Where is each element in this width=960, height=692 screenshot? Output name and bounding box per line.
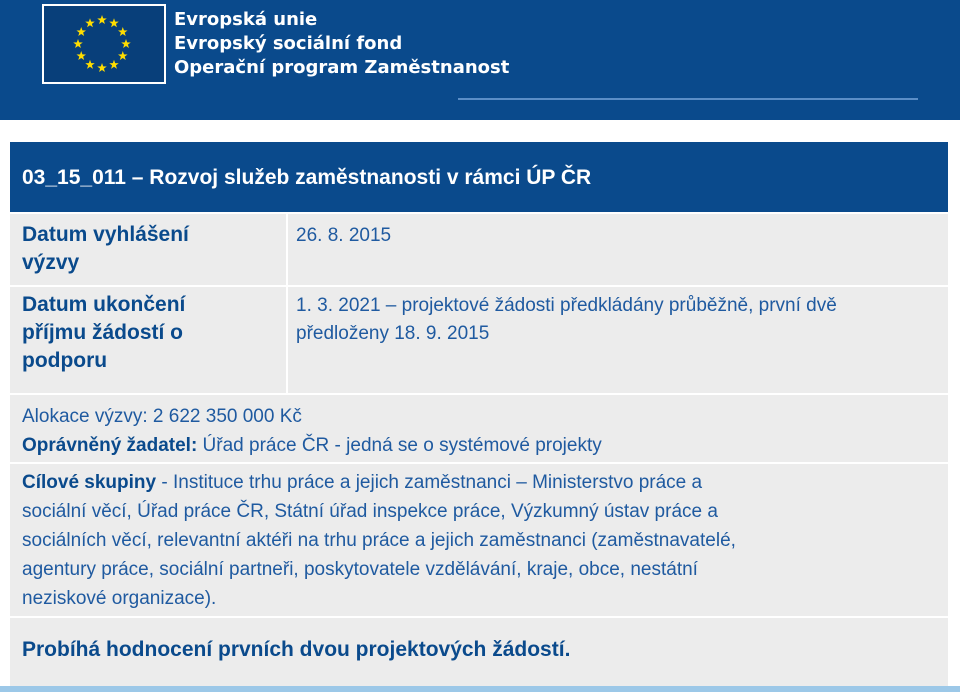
call-title: 03_15_011 – Rozvoj služeb zaměstnanosti v rámci ÚP ČR bbox=[22, 166, 592, 189]
table-divider bbox=[10, 285, 948, 287]
evaluation-status: Probíhá hodnocení prvních dvou projektových žádostí. bbox=[22, 638, 571, 661]
target-groups: Cílové skupiny - Instituce trhu práce a jejich zaměstnanci – Ministerstvo práce a sociální věcí, Úřad práce ČR, Státní úřad inspekce práce, Výzkumný ústav práce a sociálních věcí, relevantní aktéři na trhu práce a jejich zaměstnanci (zaměstnavatelé, agentury práce, sociální partneři, poskytovatele vzdělávání, kraje, obce, nestátní neziskové organizace). bbox=[22, 472, 736, 609]
eu-flag-icon bbox=[42, 4, 166, 84]
star-icon bbox=[73, 39, 83, 48]
announce-date-label: Datum vyhlášení výzvy bbox=[22, 223, 189, 274]
star-icon bbox=[76, 27, 86, 36]
applicant-label: Oprávněný žadatel: bbox=[22, 435, 198, 456]
table-column-divider bbox=[286, 212, 288, 394]
star-icon bbox=[109, 60, 119, 69]
eu-logo bbox=[40, 2, 510, 86]
allocation-value: 2 622 350 000 Kč bbox=[147, 406, 302, 427]
header-divider bbox=[458, 98, 918, 100]
star-icon bbox=[97, 15, 107, 24]
call-title-row bbox=[10, 142, 948, 212]
star-icon bbox=[76, 51, 86, 60]
end-date-value: 1. 3. 2021 – projektové žádosti předkládány průběžně, první dvě předloženy 18. 9. 2015 bbox=[296, 295, 837, 344]
table-divider bbox=[10, 462, 948, 464]
allocation-label: Alokace výzvy: bbox=[22, 406, 148, 427]
logo-text bbox=[174, 8, 509, 80]
call-info-table bbox=[10, 142, 948, 690]
announce-date-value: 26. 8. 2015 bbox=[296, 225, 392, 246]
applicant-value: Úřad práce ČR - jedná se o systémové projekty bbox=[197, 435, 602, 456]
star-icon bbox=[85, 60, 95, 69]
star-icon bbox=[97, 63, 107, 72]
end-date-label: Datum ukončení příjmu žádostí o podporu bbox=[22, 293, 186, 372]
logo-line-program: Operační program Zaměstnanost bbox=[174, 57, 510, 78]
star-icon bbox=[85, 18, 95, 27]
table-divider bbox=[10, 393, 948, 395]
footer-bar bbox=[0, 686, 960, 692]
target-label: Cílové skupiny bbox=[22, 472, 157, 493]
logo-line-eu: Evropská unie bbox=[174, 9, 318, 30]
star-icon bbox=[118, 51, 128, 60]
star-icon bbox=[121, 39, 131, 48]
star-icon bbox=[118, 27, 128, 36]
table-divider bbox=[10, 212, 948, 214]
applicant-line bbox=[22, 431, 602, 460]
star-icon bbox=[109, 18, 119, 27]
allocation-line bbox=[22, 402, 302, 431]
table-divider bbox=[10, 616, 948, 618]
logo-line-esf: Evropský sociální fond bbox=[174, 33, 403, 54]
